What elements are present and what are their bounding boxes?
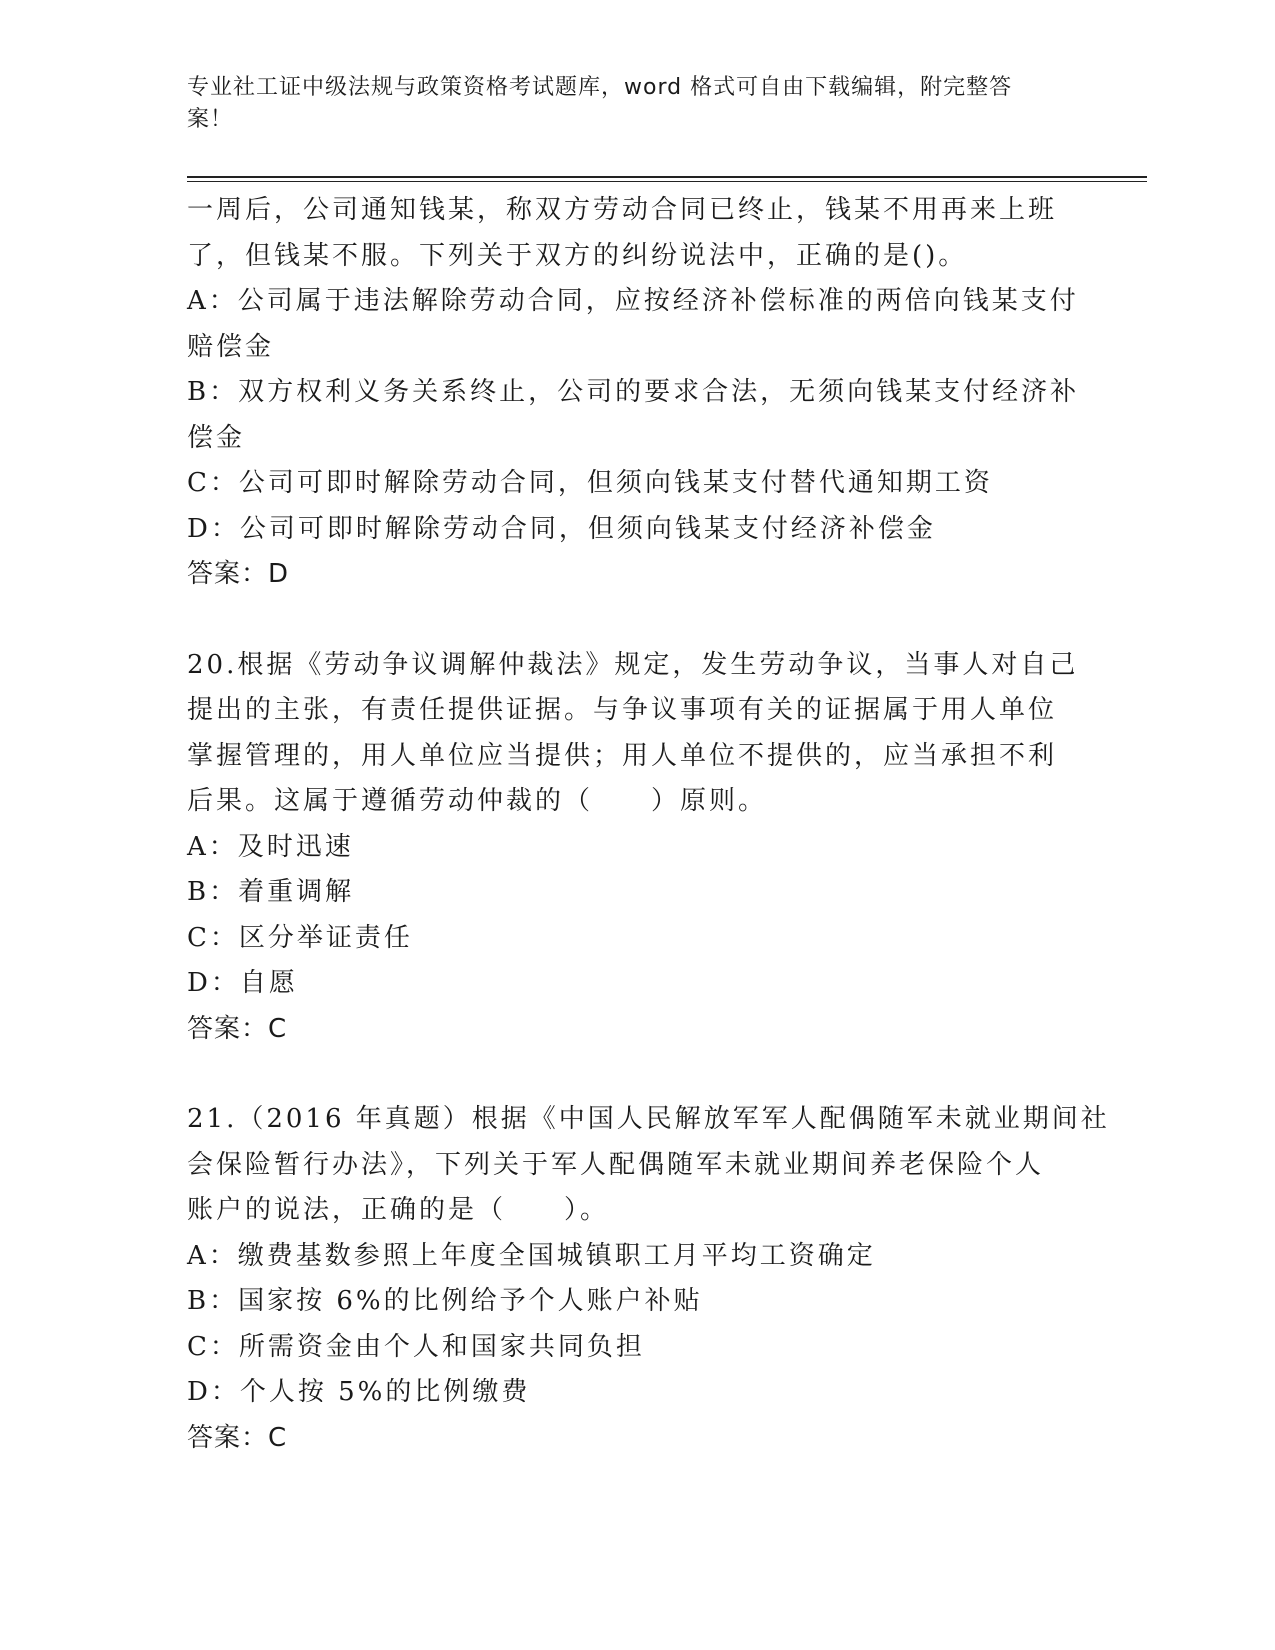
option-a: A：公司属于违法解除劳动合同，应按经济补偿标准的两倍向钱某支付 bbox=[187, 286, 1079, 316]
spacer bbox=[187, 598, 1087, 643]
question-21 bbox=[187, 1097, 1110, 1461]
option-b: B：着重调解 bbox=[187, 877, 355, 907]
question-list bbox=[187, 188, 1110, 1461]
answer: 答案：D bbox=[187, 559, 290, 589]
header-line-2: 案！ bbox=[187, 107, 234, 132]
question-stem: 后果。这属于遵循劳动仲裁的（ ）原则。 bbox=[187, 786, 768, 816]
option-d: D：自愿 bbox=[187, 968, 298, 998]
option-d: D：个人按 5%的比例缴费 bbox=[187, 1377, 531, 1407]
question-stem: 提出的主张，有责任提供证据。与争议事项有关的证据属于用人单位 bbox=[187, 695, 1058, 725]
question-stem: 账户的说法，正确的是（ ）。 bbox=[187, 1195, 610, 1225]
page-header bbox=[187, 72, 1067, 136]
question-19 bbox=[187, 188, 1087, 598]
spacer bbox=[187, 1052, 1087, 1097]
question-20 bbox=[187, 643, 1087, 1053]
option-c: C：所需资金由个人和国家共同负担 bbox=[187, 1331, 645, 1362]
option-a-continued: 赔偿金 bbox=[187, 331, 275, 362]
option-c: C：公司可即时解除劳动合同，但须向钱某支付替代通知期工资 bbox=[187, 468, 993, 498]
header-divider-thin bbox=[187, 181, 1147, 182]
answer: 答案：C bbox=[187, 1422, 288, 1453]
question-stem: 20.根据《劳动争议调解仲裁法》规定，发生劳动争议，当事人对自己 bbox=[187, 649, 1079, 680]
question-stem: 21.（2016 年真题）根据《中国人民解放军军人配偶随军未就业期间社 bbox=[187, 1104, 1110, 1134]
option-d: D：公司可即时解除劳动合同，但须向钱某支付经济补偿金 bbox=[187, 513, 936, 544]
option-b: B：国家按 6%的比例给予个人账户补贴 bbox=[187, 1286, 703, 1316]
header-divider-thick bbox=[187, 176, 1147, 178]
option-a: A：及时迅速 bbox=[187, 831, 354, 862]
option-b-continued: 偿金 bbox=[187, 422, 246, 453]
option-b: B：双方权利义务关系终止，公司的要求合法，无须向钱某支付经济补 bbox=[187, 377, 1080, 407]
question-stem: 了，但钱某不服。下列关于双方的纠纷说法中，正确的是()。 bbox=[187, 240, 968, 271]
question-stem: 掌握管理的，用人单位应当提供；用人单位不提供的，应当承担不利 bbox=[187, 740, 1058, 771]
option-c: C：区分举证责任 bbox=[187, 922, 413, 953]
question-stem: 一周后，公司通知钱某，称双方劳动合同已终止，钱某不用再来上班 bbox=[187, 195, 1058, 225]
question-stem: 会保险暂行办法》，下列关于军人配偶随军未就业期间养老保险个人 bbox=[187, 1149, 1045, 1180]
header-line-1: 专业社工证中级法规与政策资格考试题库，word 格式可自由下载编辑，附完整答 bbox=[187, 75, 1013, 100]
option-a: A：缴费基数参照上年度全国城镇职工月平均工资确定 bbox=[187, 1240, 876, 1271]
answer: 答案：C bbox=[187, 1013, 288, 1044]
